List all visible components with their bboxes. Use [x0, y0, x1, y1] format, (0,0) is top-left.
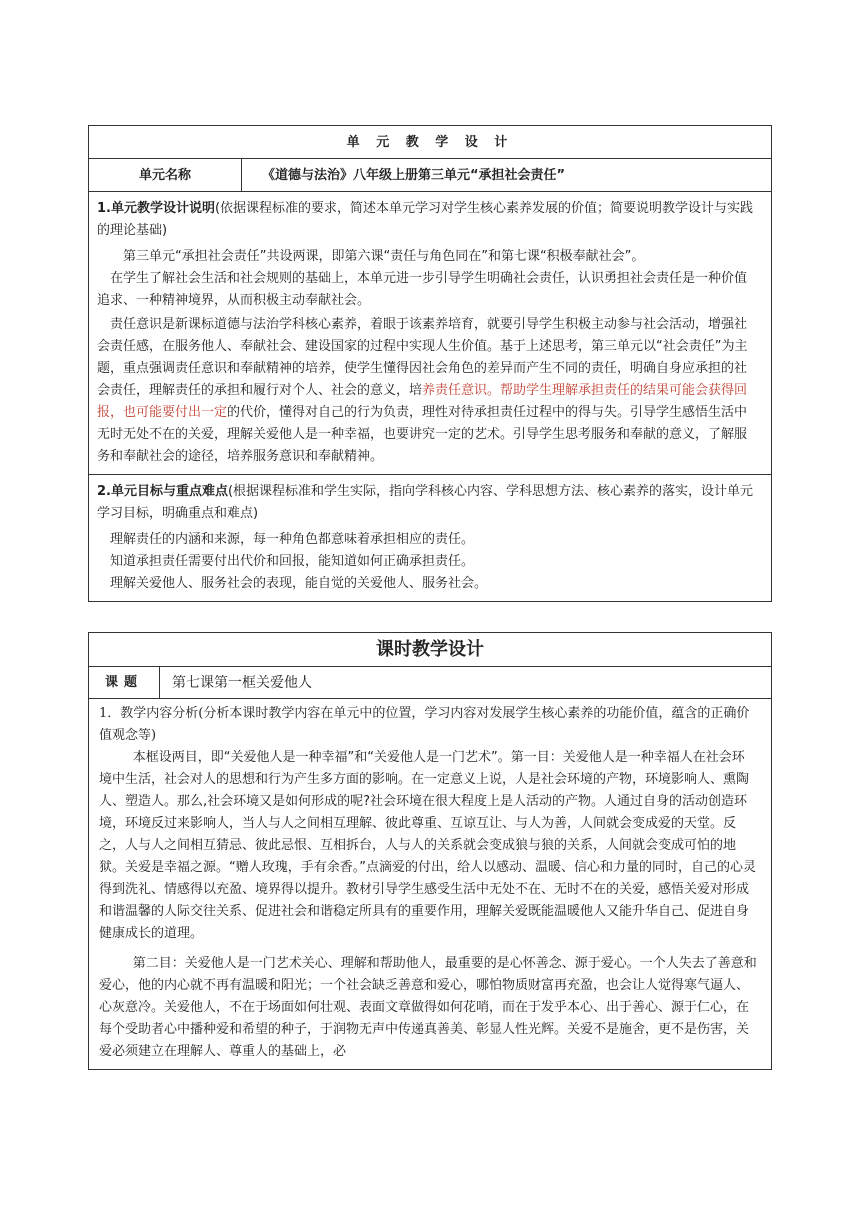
unit-goals-section: [89, 475, 771, 601]
goal-item: 知道承担责任需要付出代价和回报，能知道如何正确承担责任。: [110, 554, 475, 569]
lesson-topic-value: 第七课第一框关爱他人: [172, 675, 312, 691]
analysis-paragraph-1: 本框设两目，即“关爱他人是一种幸福”和“关爱他人是一门艺术”。第一目：关爱他人是一种幸福人在社会环境中生活，社会对人的思想和行为产生多方面的影响。在一定意义上说，人是社会环境的产物，环境影响人、熏陶人、塑造人。那么,社会环境又是如何形成的呢?社会环境在很大程度上是人活动的产物。人通过自身的活动创造环境，环境反过来影响人，当人与人之间相互理解、彼此尊重、互谅互让、与人为善，人间就会变成爱的天堂。反之，人与人之间相互猜忌、彼此忌恨、互相拆台，人与人的关系就会变成狼与狼的关系，人间就会变成可怕的地狱。关爱是幸福之源。“赠人玫瑰，手有余香。”点滴爱的付出，给人以感动、温暖、信心和力量的同时，自己的心灵得到洗礼、情感得以充盈、境界得以提升。教材引导学生感受生活中无处不在、无时不在的关爱，感悟关爱对形成和谐温馨的人际交往关系、促进社会和谐稳定所具有的重要作用，理解关爱既能温暖他人又能升华自己、促进自身健康成长的道理。: [99, 750, 756, 941]
section1-paragraph-3-highlight: 养责任意识。帮助学生理解承担责任的结果可能会获得回报，也可能要付出一定: [97, 383, 748, 420]
analysis-paragraph-2: 第二目：关爱他人是一门艺术关心、理解和帮助他人，最重要的是心怀善念、源于爱心。一个人失去了善意和爱心，他的内心就不再有温暖和阳光；一个社会缺乏善意和爱心，哪怕物质财富再充盈，也会让人觉得寒气逼人、心灰意冷。关爱他人，不在于场面如何壮观、表面文章做得如何花哨，而在于发乎本心、出于善心、源于仁心，在每个受助者心中播种爱和希望的种子，于润物无声中传递真善美、彰显人性光辉。关爱不是施舍，更不是伤害，关爱必须建立在理解人、尊重人的基础上，必: [99, 956, 757, 1059]
teaching-content-analysis: [89, 699, 771, 1069]
goal-item: 理解责任的内涵和来源，每一种角色都意味着承担相应的责任。: [110, 532, 475, 547]
section1-paragraph-3-part-b: 的代价，懂得对自己的行为负责，理性对待承担责任过程中的得与失。引导学生感悟生活中无时无处不在的关爱，理解关爱他人是一种幸福，也要讲究一定的艺术。引导学生思考服务和奉献的意义，了解服务和奉献社会的途径，培养服务意识和奉献精神。: [97, 405, 748, 464]
goal-item: 理解关爱他人、服务社会的表现，能自觉的关爱他人、服务社会。: [110, 576, 488, 591]
section1-heading-note: (依据课程标准的要求，简述本单元学习对学生核心素养发展的价值；简要说明教学设计与实践的理论基础): [97, 201, 754, 238]
unit-design-table: [88, 125, 772, 602]
section1-paragraph-2: 在学生了解社会生活和社会规则的基础上，本单元进一步引导学生明确社会责任，认识勇担社会责任是一种价值追求、一种精神境界，从而积极主动奉献社会。: [97, 271, 748, 308]
section1-paragraph-1: 第三单元“承担社会责任”共设两课，即第六课“责任与角色同在”和第七课“积极奉献社会”。: [123, 249, 645, 264]
section1-heading: 1.单元教学设计说明: [97, 201, 215, 216]
unit-name-label: 单元名称: [89, 159, 242, 191]
lesson-topic-row: [89, 667, 771, 699]
lesson-design-title: 课时教学设计: [89, 633, 771, 667]
unit-design-explanation: [89, 192, 771, 475]
unit-design-title: 单 元 教 学 设 计: [89, 126, 771, 159]
section2-heading: 2.单元目标与重点难点: [97, 484, 228, 499]
section2-heading-note: (根据课程标准和学生实际，指向学科核心内容、学科思想方法、核心素养的落实，设计单元学习目标，明确重点和难点): [97, 484, 754, 521]
unit-name-row: [89, 159, 771, 192]
section1-paragraph-3: [97, 314, 759, 468]
lesson-design-table: [88, 632, 772, 1070]
section1-header: [97, 198, 759, 242]
section2-header: [97, 481, 759, 525]
lesson-topic-label: 课题: [89, 667, 160, 698]
analysis-heading: 1．教学内容分析(分析本课时教学内容在单元中的位置，学习内容对发展学生核心素养的功能价值，蕴含的正确价值观念等): [99, 706, 750, 743]
section1-paragraph-3-part-a: 责任意识是新课标道德与法治学科核心素养，着眼于该素养培育，就要引导学生积极主动参与社会活动，增强社会责任感，在服务他人、奉献社会、建设国家的过程中实现人生价值。基于上述思考，第三单元以“社会责任”为主题，重点强调责任意识和奉献精神的培养，使学生懂得因社会角色的差异而产生不同的责任，明确自身应承担的社会责任，理解责任的承担和履行对个人、社会的意义，培: [97, 317, 748, 398]
unit-name-value: 《道德与法治》八年级上册第三单元“承担社会责任”: [262, 168, 566, 183]
